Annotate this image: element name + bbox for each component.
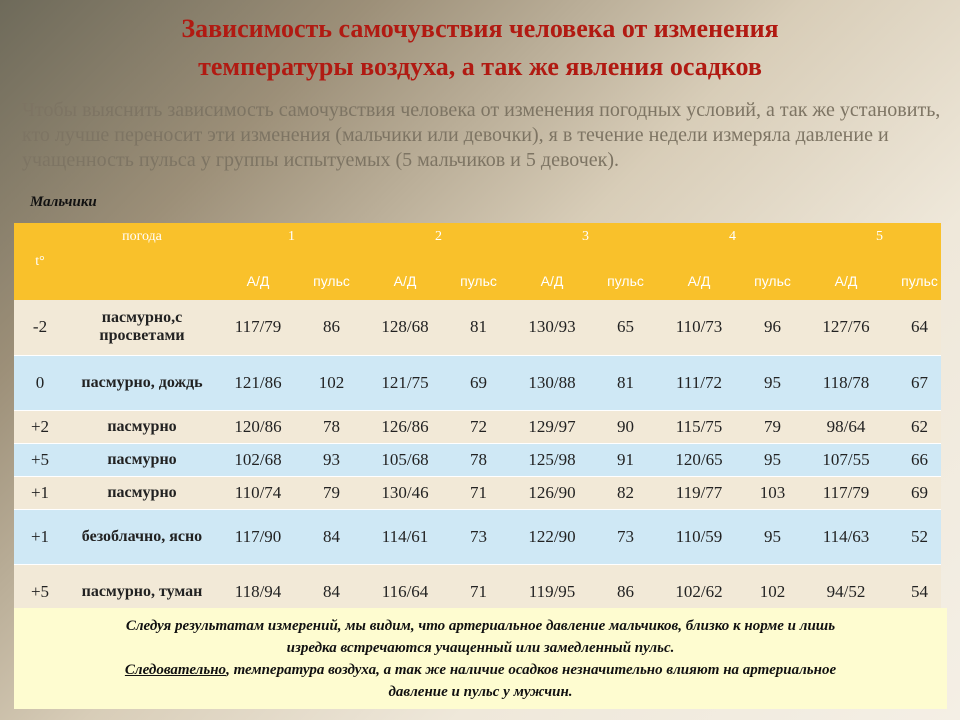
conclusion-line-3 (14, 659, 947, 681)
cell-pulse: 86 (592, 564, 659, 608)
cell-pulse: 82 (592, 476, 659, 509)
cell-blood-pressure: 122/90 (512, 509, 592, 564)
header-day: 1 (218, 223, 365, 262)
header-day: 5 (806, 223, 941, 262)
cell-pulse: 91 (592, 443, 659, 476)
cell-blood-pressure: 110/74 (218, 476, 298, 509)
cell-blood-pressure: 125/98 (512, 443, 592, 476)
cell-blood-pressure: 119/77 (659, 476, 739, 509)
cell-pulse: 72 (445, 410, 512, 443)
cell-weather: пасмурно (66, 410, 218, 443)
cell-pulse: 78 (298, 410, 365, 443)
cell-blood-pressure: 110/73 (659, 300, 739, 355)
cell-pulse: 64 (886, 300, 941, 355)
intro-paragraph: Чтобы выяснить зависимость самочувствия человека от изменения погодных условий, а так же установить, кто лучше переносит эти изменения (мальчики или девочки), я в течение недели измеряла давление и учащенность пульса у группы испытуемых (5 мальчиков и 5 девочек). (22, 99, 941, 171)
cell-blood-pressure: 128/68 (365, 300, 445, 355)
header-blood-pressure: А/Д (659, 262, 739, 300)
cell-blood-pressure: 126/90 (512, 476, 592, 509)
cell-pulse: 81 (592, 355, 659, 410)
cell-pulse: 84 (298, 564, 365, 608)
table-row (14, 509, 941, 564)
group-label: Мальчики (30, 194, 97, 210)
cell-weather: пасмурно, дождь (66, 355, 218, 410)
table-row (14, 300, 941, 355)
cell-pulse: 52 (886, 509, 941, 564)
table-body (14, 300, 941, 608)
cell-pulse: 69 (886, 476, 941, 509)
cell-pulse: 93 (298, 443, 365, 476)
header-day: 4 (659, 223, 806, 262)
cell-pulse: 95 (739, 443, 806, 476)
cell-pulse: 73 (592, 509, 659, 564)
title-line-2: температуры воздуха, а так же явления осадков (198, 52, 762, 81)
cell-weather: пасмурно, туман (66, 564, 218, 608)
cell-blood-pressure: 129/97 (512, 410, 592, 443)
cell-blood-pressure: 111/72 (659, 355, 739, 410)
header-temperature: t° (14, 223, 66, 300)
conclusion-line-1: Следуя результатам измерений, мы видим, что артериальное давление мальчиков, близко к норме и лишь (125, 618, 836, 634)
cell-blood-pressure: 114/63 (806, 509, 886, 564)
header-pulse: пульс (739, 262, 806, 300)
conclusion-line-4: давление и пульс у мужчин. (388, 684, 573, 700)
table-row (14, 443, 941, 476)
cell-weather: безоблачно, ясно (66, 509, 218, 564)
cell-pulse: 79 (739, 410, 806, 443)
cell-blood-pressure: 116/64 (365, 564, 445, 608)
cell-weather: пасмурно,с просветами (66, 300, 218, 355)
cell-temperature: +2 (14, 410, 66, 443)
cell-temperature: -2 (14, 300, 66, 355)
cell-pulse: 65 (592, 300, 659, 355)
cell-weather: пасмурно (66, 443, 218, 476)
cell-blood-pressure: 94/52 (806, 564, 886, 608)
conclusion-line-3-text: , температура воздуха, а так же наличие осадков незначительно влияют на артериальное (226, 662, 837, 678)
header-day: 2 (365, 223, 512, 262)
header-weather: погода (66, 223, 218, 262)
cell-pulse: 54 (886, 564, 941, 608)
header-blood-pressure: А/Д (218, 262, 298, 300)
header-pulse: пульс (886, 262, 941, 300)
cell-blood-pressure: 114/61 (365, 509, 445, 564)
cell-pulse: 102 (739, 564, 806, 608)
cell-blood-pressure: 126/86 (365, 410, 445, 443)
cell-blood-pressure: 117/79 (806, 476, 886, 509)
header-pulse: пульс (445, 262, 512, 300)
cell-pulse: 95 (739, 355, 806, 410)
header-day: 3 (512, 223, 659, 262)
cell-blood-pressure: 130/88 (512, 355, 592, 410)
measurements-table-container (14, 223, 941, 608)
cell-pulse: 84 (298, 509, 365, 564)
cell-pulse: 81 (445, 300, 512, 355)
cell-pulse: 95 (739, 509, 806, 564)
cell-temperature: +1 (14, 509, 66, 564)
cell-blood-pressure: 130/93 (512, 300, 592, 355)
cell-temperature: +5 (14, 443, 66, 476)
cell-blood-pressure: 107/55 (806, 443, 886, 476)
cell-blood-pressure: 102/62 (659, 564, 739, 608)
table-row (14, 564, 941, 608)
cell-pulse: 78 (445, 443, 512, 476)
cell-temperature: +1 (14, 476, 66, 509)
cell-blood-pressure: 115/75 (659, 410, 739, 443)
cell-blood-pressure: 117/90 (218, 509, 298, 564)
cell-temperature: 0 (14, 355, 66, 410)
cell-pulse: 62 (886, 410, 941, 443)
cell-pulse: 96 (739, 300, 806, 355)
header-pulse: пульс (592, 262, 659, 300)
cell-blood-pressure: 127/76 (806, 300, 886, 355)
cell-blood-pressure: 118/78 (806, 355, 886, 410)
header-blood-pressure: А/Д (365, 262, 445, 300)
conclusion-line-2: изредка встречаются учащенный или замедленный пульс. (286, 640, 675, 656)
cell-blood-pressure: 130/46 (365, 476, 445, 509)
cell-blood-pressure: 120/65 (659, 443, 739, 476)
cell-blood-pressure: 121/86 (218, 355, 298, 410)
conclusion-keyword: Следовательно (124, 662, 227, 678)
cell-blood-pressure: 110/59 (659, 509, 739, 564)
header-blood-pressure: А/Д (806, 262, 886, 300)
table-row (14, 476, 941, 509)
cell-temperature: +5 (14, 564, 66, 608)
cell-blood-pressure: 102/68 (218, 443, 298, 476)
table-row (14, 410, 941, 443)
cell-pulse: 73 (445, 509, 512, 564)
cell-pulse: 67 (886, 355, 941, 410)
cell-blood-pressure: 98/64 (806, 410, 886, 443)
header-weather-blank (66, 262, 218, 300)
slide-title (60, 10, 900, 86)
cell-blood-pressure: 119/95 (512, 564, 592, 608)
cell-pulse: 103 (739, 476, 806, 509)
cell-pulse: 69 (445, 355, 512, 410)
header-pulse: пульс (298, 262, 365, 300)
cell-blood-pressure: 121/75 (365, 355, 445, 410)
cell-pulse: 79 (298, 476, 365, 509)
cell-blood-pressure: 118/94 (218, 564, 298, 608)
title-line-1: Зависимость самочувствия человека от изменения (181, 14, 779, 43)
cell-pulse: 71 (445, 564, 512, 608)
cell-weather: пасмурно (66, 476, 218, 509)
cell-pulse: 71 (445, 476, 512, 509)
conclusion-box (14, 608, 947, 709)
cell-pulse: 86 (298, 300, 365, 355)
cell-blood-pressure: 105/68 (365, 443, 445, 476)
cell-pulse: 102 (298, 355, 365, 410)
cell-blood-pressure: 117/79 (218, 300, 298, 355)
measurements-table (14, 223, 941, 608)
cell-pulse: 66 (886, 443, 941, 476)
table-row (14, 355, 941, 410)
cell-blood-pressure: 120/86 (218, 410, 298, 443)
cell-pulse: 90 (592, 410, 659, 443)
header-blood-pressure: А/Д (512, 262, 592, 300)
